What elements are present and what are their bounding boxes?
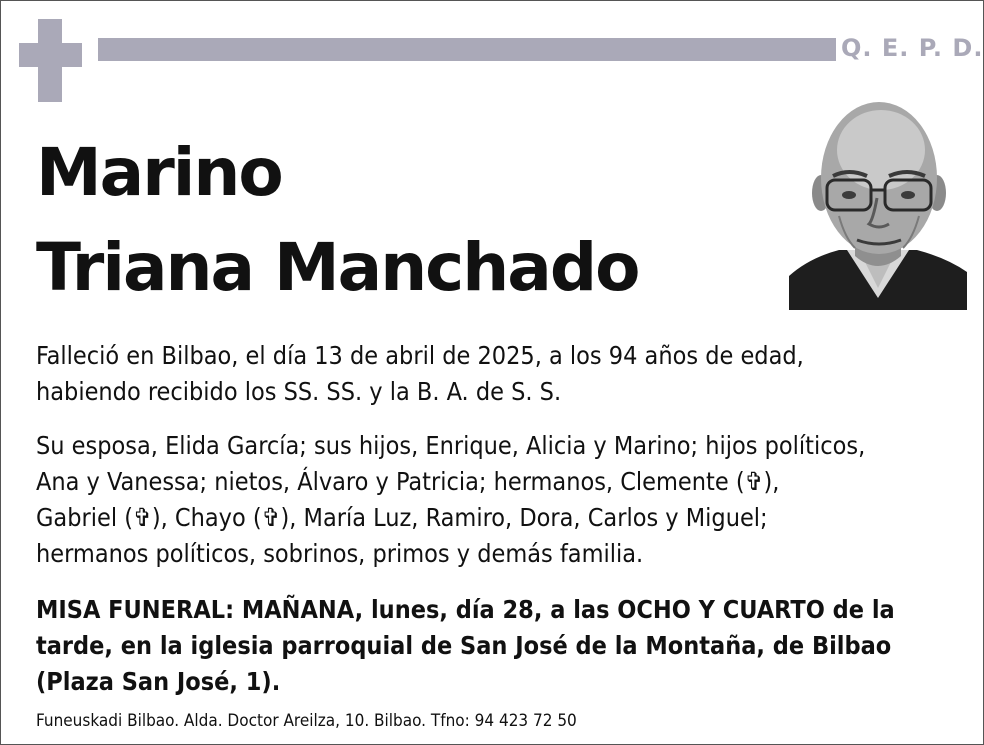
family-line: Ana y Vanessa; nietos, Álvaro y Patricia; hermanos, Clemente (✞), [36, 467, 780, 496]
funeral-paragraph [36, 592, 966, 700]
family-line: Gabriel (✞), Chayo (✞), María Luz, Ramiro, Dora, Carlos y Miguel; [36, 503, 768, 532]
funeral-home-footer: Funeuskadi Bilbao. Alda. Doctor Areilza, 10. Bilbao. Tfno: 94 423 72 50 [36, 711, 577, 731]
funeral-line: (Plaza San José, 1). [36, 667, 281, 696]
death-paragraph [36, 338, 966, 410]
header-bar [98, 38, 836, 61]
qepd-label: Q. E. P. D. [841, 34, 984, 62]
family-line: hermanos políticos, sobrinos, primos y demás familia. [36, 539, 644, 568]
funeral-line: MISA FUNERAL: MAÑANA, lunes, día 28, a las OCHO Y CUARTO de la [36, 595, 895, 624]
death-line: Falleció en Bilbao, el día 13 de abril de 2025, a los 94 años de edad, [36, 341, 804, 370]
family-paragraph [36, 428, 966, 572]
deceased-surnames: Triana Manchado [36, 229, 639, 306]
portrait-photo [789, 98, 967, 310]
cross-icon [19, 19, 82, 102]
family-line: Su esposa, Elida García; sus hijos, Enrique, Alicia y Marino; hijos políticos, [36, 431, 866, 460]
funeral-line: tarde, en la iglesia parroquial de San José de la Montaña, de Bilbao [36, 631, 892, 660]
deceased-first-name: Marino [36, 134, 282, 211]
death-line: habiendo recibido los SS. SS. y la B. A. de S. S. [36, 377, 562, 406]
